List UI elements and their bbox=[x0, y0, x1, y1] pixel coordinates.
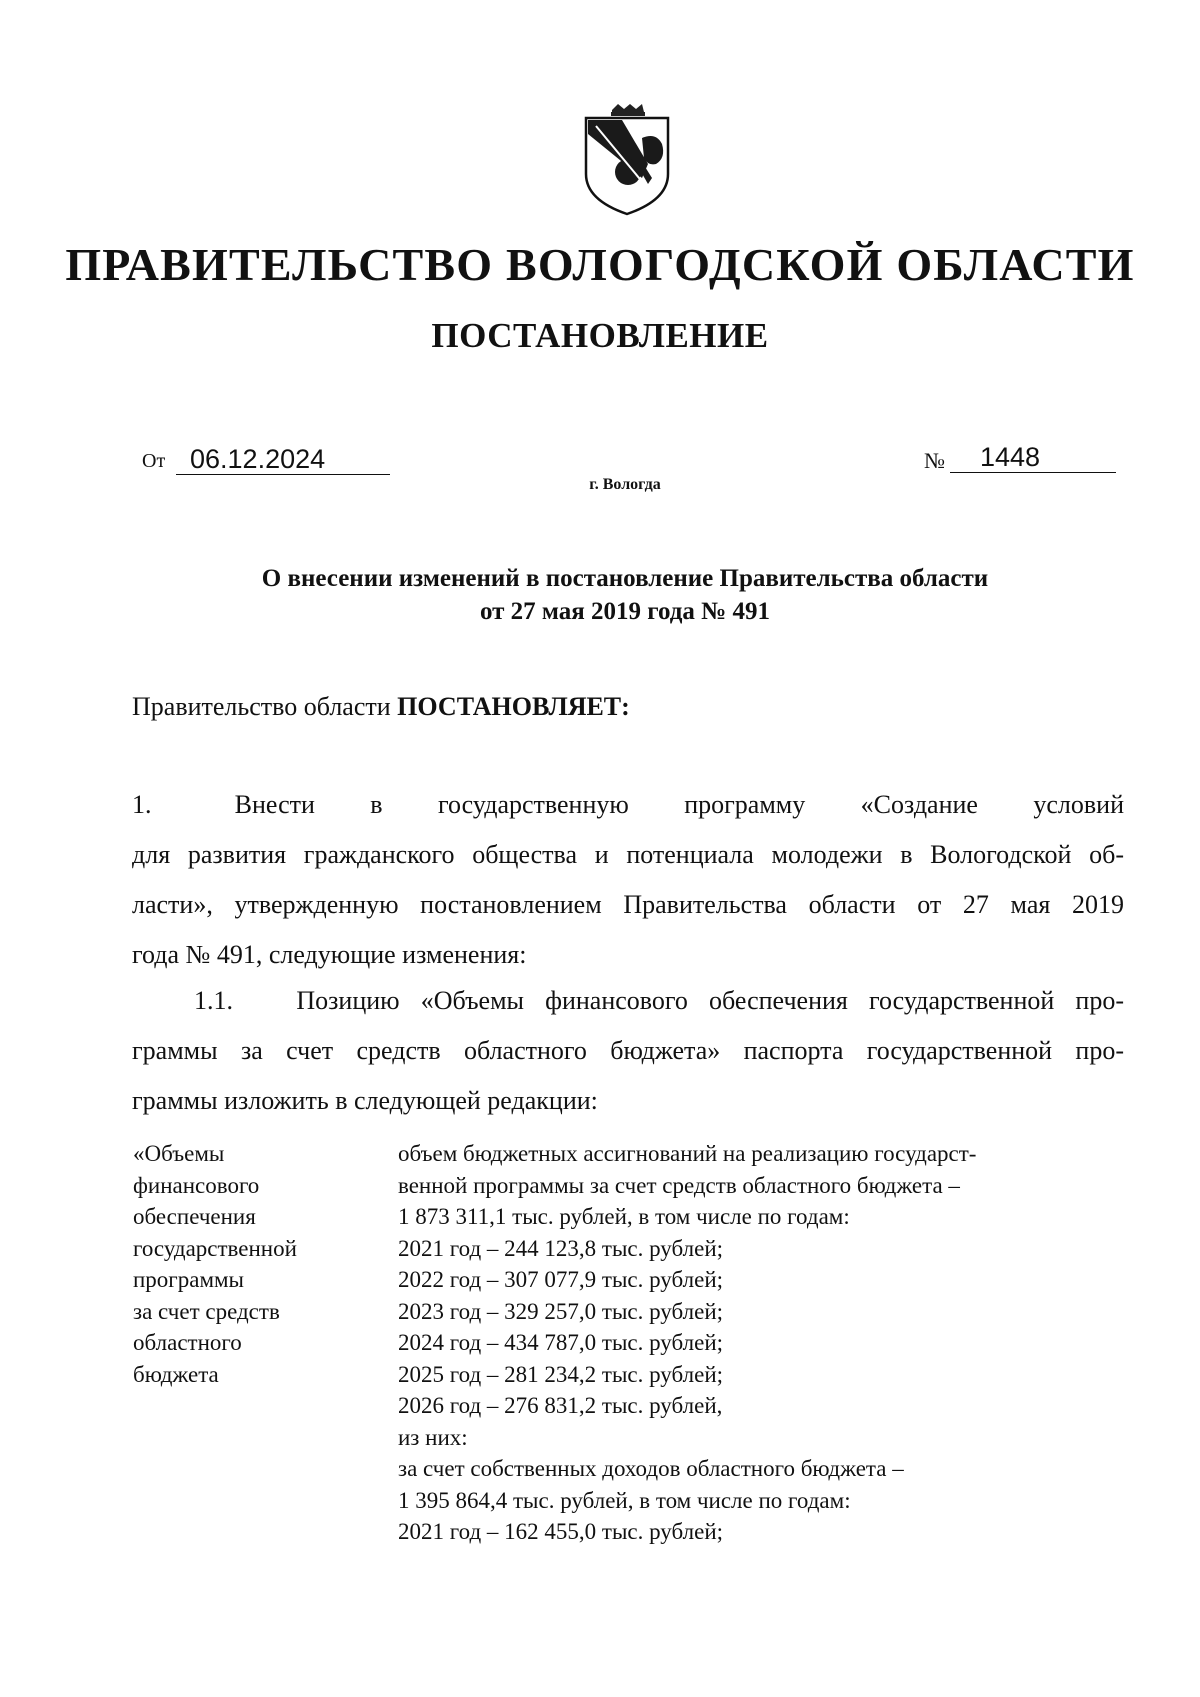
number-value: 1448 bbox=[980, 442, 1041, 472]
table-left-line: областного bbox=[133, 1330, 242, 1355]
table-right-line: 1 873 311,1 тыс. рублей, в том числе по годам: bbox=[398, 1204, 850, 1229]
paragraph-1-line: года № 491, следующие изменения: bbox=[132, 940, 527, 969]
table-left-line: государственной bbox=[133, 1235, 297, 1261]
subject-line-1: О внесении изменений в постановление Правительства области bbox=[261, 565, 989, 592]
table-right-line: венной программы за счет средств областного бюджета – bbox=[398, 1172, 960, 1198]
government-title: ПРАВИТЕЛЬСТВО ВОЛОГОДСКОЙ ОБЛАСТИ bbox=[65, 239, 1135, 290]
table-right-line: 2022 год – 307 077,9 тыс. рублей; bbox=[398, 1267, 724, 1292]
table-right-line: 2024 год – 434 787,0 тыс. рублей; bbox=[398, 1330, 724, 1355]
intro-prefix: Правительство области bbox=[132, 692, 398, 721]
document-type: ПОСТАНОВЛЕНИЕ bbox=[431, 316, 769, 355]
table-left-line: обеспечения bbox=[133, 1204, 256, 1229]
table-left-line: «Объемы bbox=[133, 1141, 225, 1166]
table-left-line: финансового bbox=[133, 1172, 260, 1198]
paragraph-1-1-line: граммы за счет средств областного бюджета» паспорта государственной про- bbox=[132, 1036, 1124, 1065]
table-left-line: за счет средств bbox=[133, 1298, 280, 1324]
table-right-line: 2021 год – 244 123,8 тыс. рублей; bbox=[398, 1235, 724, 1261]
paragraph-1-1-line: граммы изложить в следующей редакции: bbox=[132, 1086, 598, 1115]
table-right-line: 1 395 864,4 тыс. рублей, в том числе по годам: bbox=[398, 1487, 851, 1513]
date-label: От bbox=[142, 450, 166, 472]
table-right-line: 2025 год – 281 234,2 тыс. рублей; bbox=[398, 1361, 724, 1387]
subject-title bbox=[150, 562, 1100, 628]
intro-text bbox=[132, 692, 630, 722]
table-right-line: за счет собственных доходов областного бюджета – bbox=[398, 1456, 904, 1481]
paragraph-1-line: для развития гражданского общества и потенциала молодежи в Вологодской об- bbox=[132, 840, 1124, 869]
table-left-line: программы bbox=[133, 1267, 245, 1292]
paragraph-1-1 bbox=[132, 976, 1124, 1126]
date-field bbox=[176, 444, 390, 475]
number-label: № bbox=[924, 448, 945, 473]
paragraph-1 bbox=[132, 780, 1124, 980]
table-right-column bbox=[398, 1138, 1128, 1548]
paragraph-1-line: 1. Внести в государственную программу «Создание условий bbox=[132, 790, 1124, 819]
date-value: 06.12.2024 bbox=[190, 444, 326, 474]
paragraph-1-1-line: 1.1. Позицию «Объемы финансового обеспечения государственной про- bbox=[194, 986, 1124, 1015]
table-right-line: 2023 год – 329 257,0 тыс. рублей; bbox=[398, 1298, 724, 1324]
table-left-line: бюджета bbox=[133, 1361, 219, 1387]
city: г. Вологда bbox=[589, 476, 661, 493]
paragraph-1-line: ласти», утвержденную постановлением Правительства области от 27 мая 2019 bbox=[132, 890, 1124, 919]
coat-of-arms-icon bbox=[582, 104, 672, 216]
table-right-line: объем бюджетных ассигнований на реализацию государст- bbox=[398, 1141, 977, 1166]
intro-decree: ПОСТАНОВЛЯЕТ: bbox=[397, 692, 630, 721]
table-left-column bbox=[133, 1138, 363, 1390]
number-field bbox=[950, 442, 1116, 473]
table-right-line: 2026 год – 276 831,2 тыс. рублей, bbox=[398, 1393, 723, 1418]
table-right-line: 2021 год – 162 455,0 тыс. рублей; bbox=[398, 1519, 724, 1544]
table-right-line: из них: bbox=[398, 1424, 468, 1450]
subject-line-2: от 27 мая 2019 года № 491 bbox=[479, 598, 771, 625]
